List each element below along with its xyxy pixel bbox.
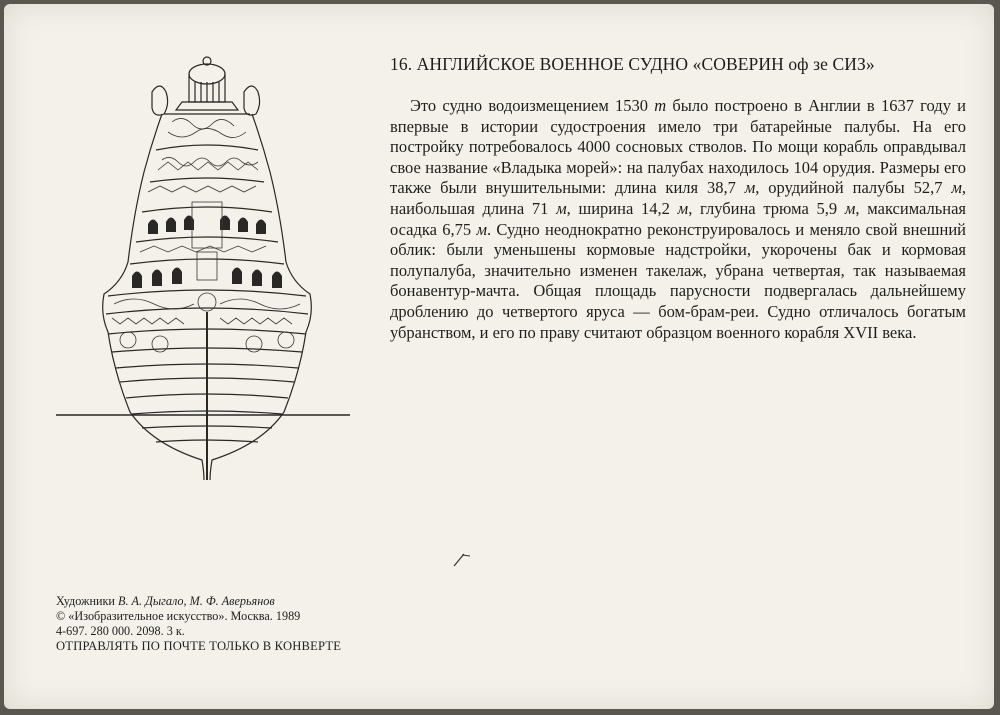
print-code: 4-697. 280 000. 2098. 3 к. xyxy=(56,624,185,638)
publication-credits xyxy=(56,594,476,654)
mailing-note: ОТПРАВЛЯТЬ ПО ПОЧТЕ ТОЛЬКО В КОНВЕРТЕ xyxy=(56,639,342,653)
unit-meter: м xyxy=(677,198,689,218)
description-part: , орудийной палубы 52,7 xyxy=(755,178,952,198)
description-part: , наибольшая длина 71 xyxy=(390,178,966,218)
unit-meter: м xyxy=(844,198,856,218)
unit-meter: м xyxy=(556,198,567,218)
pen-mark xyxy=(450,544,480,574)
description-part: , глубина трюма 5,9 xyxy=(688,198,845,218)
unit-meter: м xyxy=(744,178,756,198)
card-title: 16. АНГЛИЙСКОЕ ВОЕННОЕ СУДНО «СОВЕРИН оф зе СИЗ» xyxy=(390,54,875,74)
publisher-line: © «Изобразительное искусство». Москва. 1989 xyxy=(56,609,301,623)
artists-label: Художники xyxy=(56,594,119,608)
description-part: , максимальная осадка 6,75 xyxy=(390,198,966,239)
description-part: , ширина 14,2 xyxy=(566,198,678,218)
unit-meter: м xyxy=(951,178,962,198)
artists-line xyxy=(56,594,476,609)
unit-ton: т xyxy=(654,96,667,115)
card-description xyxy=(390,96,966,343)
postcard xyxy=(4,4,994,709)
description-part: было построено в Англии в 1637 году и впервые в истории судостроения имело три батарейные палубы. На его постройку потребовалось 4000 сосновых стволов. По мощи корабль оправдывал свое название «Владыка морей»: на палубах находилось 104 орудия. Размеры его также были внушительными: длина киля 38,7 xyxy=(390,96,966,198)
artists-names: В. А. Дыгало, М. Ф. Аверьянов xyxy=(118,594,275,608)
ship-stern-illustration xyxy=(52,52,356,482)
description-part: . Судно неоднократно реконструировалось и меняло свой внешний облик: были уменьшены кормовые надстройки, укорочены бак и кормовая полупалуба, значительно изменен такелаж, убрана четвертая, так называемая бонавентур-мачта. Общая площадь парусности подвергалась дальнейшему дроблению до четвертого яруса — бом-брам-реи. Судно отличалось богатым убранством, и его по праву считают образцом военного корабля XVII века. xyxy=(390,219,967,342)
unit-meter: м xyxy=(476,219,487,239)
description-part: Это судно водоизмещением 1530 xyxy=(410,96,655,115)
